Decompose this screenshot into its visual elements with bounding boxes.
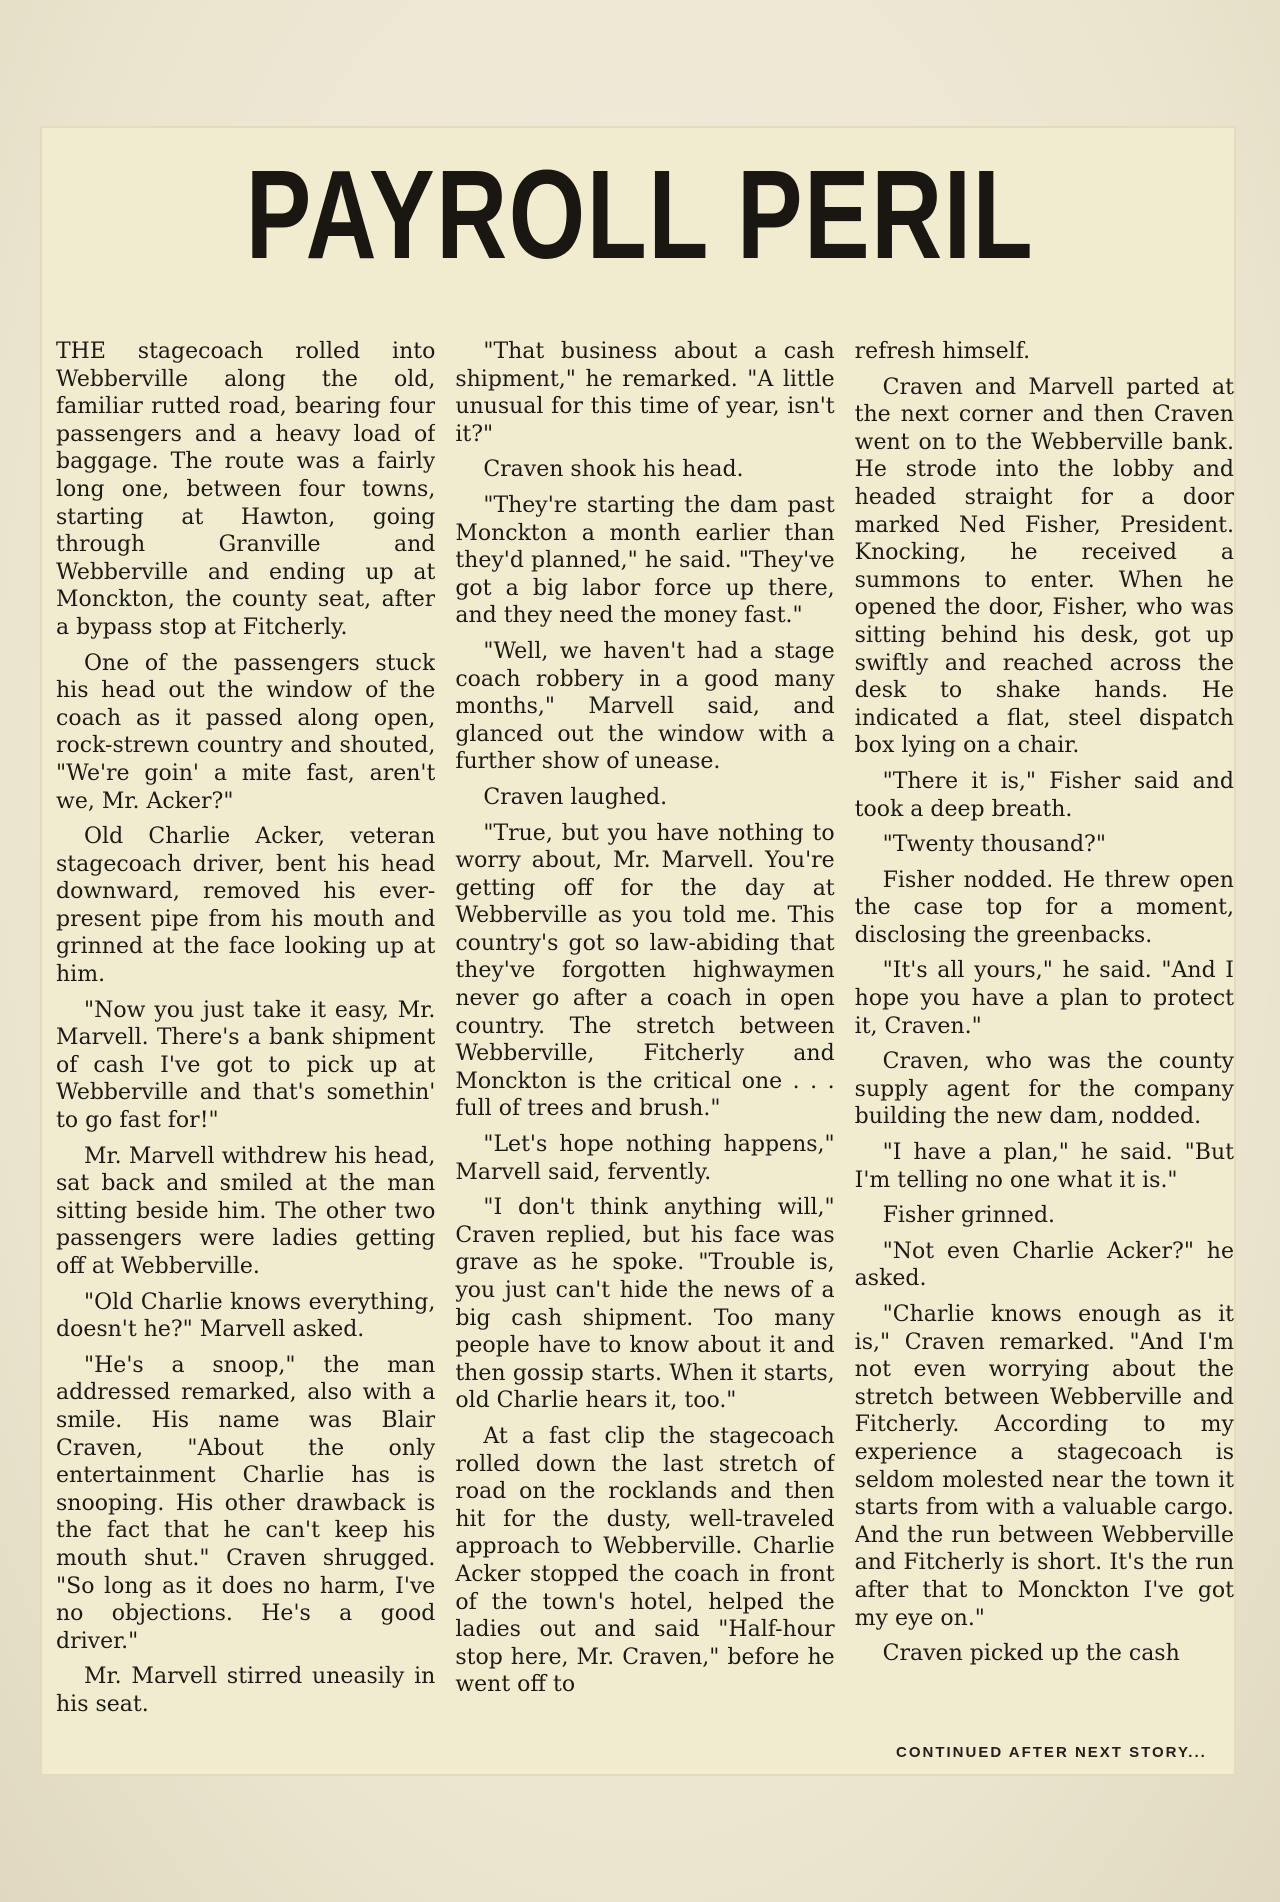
paragraph: Craven and Marvell parted at the next corner and then Craven went on to the Webberville bank. He strode into the lobby and headed straight for a door marked Ned Fisher, President. Knocking, he received a summons to enter. When he opened the door, Fisher, who was sitting behind his desk, got up swiftly and reached across the desk to shake hands. He indicated a flat, steel dispatch box lying on a chair. [854, 374, 1234, 759]
story-title: PAYROLL PERIL [245, 144, 1035, 285]
paragraph: refresh himself. [854, 339, 1031, 364]
paragraph: Mr. Marvell withdrew his head, sat back and smiled at the man sitting beside him. The other two passengers were ladies getting off at Webberville. [56, 1143, 436, 1279]
column-3 [855, 338, 1234, 1738]
paragraph: "Not even Charlie Acker?" he asked. [854, 1238, 1234, 1292]
paragraph: Craven laughed. [483, 784, 668, 810]
paragraph: Craven shook his head. [483, 457, 744, 483]
text-columns [56, 338, 1234, 1738]
paragraph: "Charlie knows enough as it is," Craven remarked. "And I'm not even worrying about the stretch between Webberville and Fitcherly. According to my experience a stagecoach is seldom molested near the town it starts from with a valuable cargo. And the run between Webberville and Fitcherly is short. It's the run after that to Monckton I've got my eye on." [854, 1302, 1234, 1631]
paragraph: Mr. Marvell stirred uneasily in his seat. [56, 1664, 436, 1717]
paragraph: Fisher nodded. He threw open the case top for a moment, disclosing the greenbacks. [854, 867, 1234, 948]
paragraph: Old Charlie Acker, veteran stagecoach driver, bent his head downward, removed his ever-present pipe from his mouth and grinned at the face looking up at him. [56, 824, 436, 988]
paragraph: "Twenty thousand?" [882, 832, 1106, 858]
paragraph: "Now you just take it easy, Mr. Marvell. There's a bank shipment of cash I've got to pick up at Webberville and that's somethin' to go fast for!" [56, 997, 436, 1134]
paragraph: THE stagecoach rolled into Webberville along the old, familiar rutted road, bearing four passengers and a heavy load of baggage. The route was a fairly long one, between four towns, starting at Hawton, going through Granville and Webberville and ending up at Monckton, the county seat, after a bypass stop at Fitcherly. [56, 339, 436, 640]
paragraph: One of the passengers stuck his head out the window of the coach as it passed along open, rock-strewn country and shouted, "We're goin' a mite fast, aren't we, Mr. Acker?" [56, 650, 436, 814]
paragraph: "True, but you have nothing to worry about, Mr. Marvell. You're getting off for the day at Webberville as you told me. This country's got so law-abiding that they've forgotten highwaymen never go after a coach in open country. The stretch between Webberville, Fitcherly and Monckton is the critical one . . . full of trees and brush." [455, 820, 835, 1122]
paragraph: "That business about a cash shipment," he remarked. "A little unusual for this time of year, isn't it?" [455, 339, 835, 447]
paragraph: "Well, we haven't had a stage coach robbery in a good many months," Marvell said, and glanced out the window with a further show of unease. [455, 638, 835, 775]
paragraph: At a fast clip the stagecoach rolled down the last stretch of road on the rocklands and then hit for the dusty, well-traveled approach to Webberville. Charlie Acker stopped the coach in front of the town's hotel, helped the ladies out and said "Half-hour stop here, Mr. Craven," before he went off to [455, 1423, 835, 1698]
paragraph: "I don't think anything will," Craven replied, but his face was grave as he spoke. "Trouble is, you just can't hide the news of a big cash shipment. Too many people have to know about it and then gossip starts. When it starts, old Charlie hears it, too." [455, 1195, 835, 1414]
paragraph: Craven, who was the county supply agent for the company building the new dam, nodded. [854, 1049, 1234, 1130]
continued-note: CONTINUED AFTER NEXT STORY... [896, 1744, 1207, 1761]
paragraph: "It's all yours," he said. "And I hope you have a plan to protect it, Craven." [854, 958, 1234, 1039]
paragraph: Craven picked up the cash [882, 1641, 1180, 1667]
paragraph: "Old Charlie knows everything, doesn't he?" Marvell asked. [56, 1289, 436, 1343]
paragraph: "There it is," Fisher said and took a deep breath. [854, 768, 1234, 822]
paragraph: Fisher grinned. [882, 1203, 1056, 1229]
column-1 [56, 338, 435, 1738]
paragraph: "He's a snoop," the man addressed remarked, also with a smile. His name was Blair Craven, "About the only entertainment Charlie has is snooping. His other drawback is the fact that he can't keep his mouth shut." Craven shrugged. "So long as it does no harm, I've no objections. He's a good driver." [56, 1352, 436, 1654]
paragraph: "Let's hope nothing happens," Marvell said, fervently. [455, 1132, 835, 1185]
column-2 [455, 338, 834, 1738]
paragraph: "They're starting the dam past Monckton a month earlier than they'd planned," he said. "They've got a big labor force up there, and they need the money fast." [455, 492, 835, 629]
paragraph: "I have a plan," he said. "But I'm telling no one what it is." [854, 1140, 1234, 1193]
